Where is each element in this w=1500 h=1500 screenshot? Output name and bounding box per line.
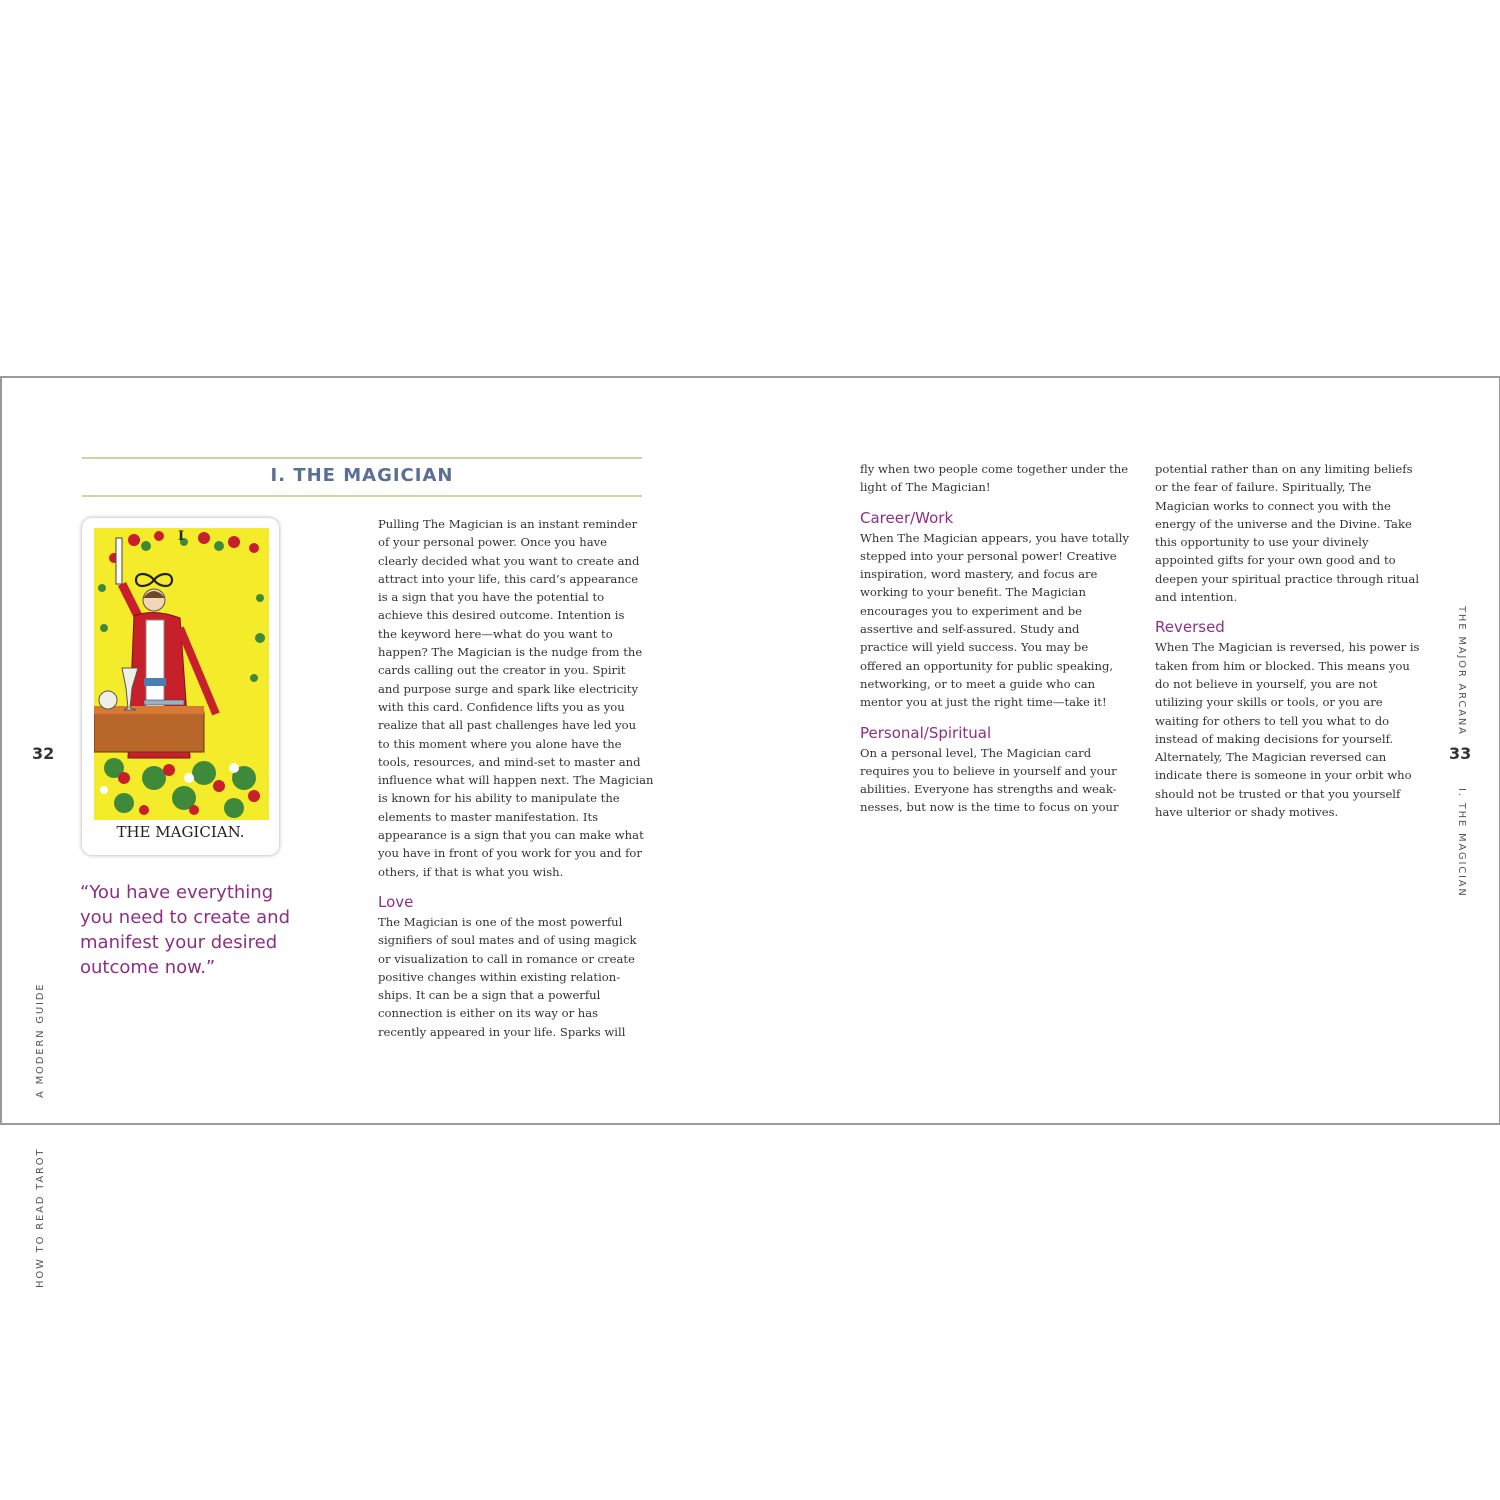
text-line: potential rather than on any limiting beliefs <box>1155 462 1413 476</box>
love-heading: Love <box>378 892 414 911</box>
text-line: energy of the universe and the Divine. Take <box>1155 516 1412 531</box>
text-line: taken from him or blocked. This means you <box>1155 658 1410 673</box>
pull-quote <box>80 880 300 980</box>
text-line: When The Magician is reversed, his power is <box>1155 640 1420 655</box>
text-line: positive changes within existing relation- <box>378 969 621 984</box>
text-line: attract into your life, this card’s appearance <box>378 571 639 586</box>
pull-quote-line: outcome now.” <box>80 957 216 978</box>
text-line: elements to master manifestation. Its <box>378 809 599 824</box>
text-line: mentor you at just the right time—take it! <box>860 695 1107 710</box>
text-line: stepped into your personal power! Creative <box>860 548 1117 563</box>
text-line: the keyword here—what do you want to <box>378 626 613 641</box>
text-line: Alternately, The Magician reversed can <box>1155 750 1387 765</box>
reversed-paragraph <box>1155 638 1420 821</box>
text-line: When The Magician appears, you have totally <box>860 530 1130 545</box>
text-line: deepen your spiritual practice through ritual <box>1155 571 1420 586</box>
text-line: cards calling out the creator in you. Spirit <box>378 663 626 678</box>
text-line: appointed gifts for your own good and to <box>1155 553 1396 568</box>
text-line: ships. It can be a sign that a powerful <box>378 988 601 1003</box>
pull-quote-line: you need to create and <box>80 907 291 928</box>
text-line: connection is either on its way or has <box>378 1006 599 1021</box>
text-line: have ulterior or shady motives. <box>1155 805 1339 820</box>
pull-quote-line: “You have everything <box>80 882 274 903</box>
text-line: utilizing your skills or tools, or you are <box>1155 695 1383 710</box>
page-number-left: 32 <box>32 744 55 763</box>
text-line: realize that all past challenges have led you <box>378 718 637 733</box>
right-text-column-2 <box>1155 460 1420 821</box>
text-line: The Magician is one of the most powerful <box>378 914 623 929</box>
intro-paragraph <box>378 515 654 881</box>
running-head-left-top: A MODERN GUIDE <box>35 982 46 1098</box>
personal-heading: Personal/Spiritual <box>860 723 992 742</box>
personal-paragraph <box>860 744 1130 817</box>
text-line: instead of making decisions for yourself. <box>1155 731 1394 746</box>
text-line: is known for his ability to manipulate the <box>378 791 620 806</box>
text-line: recently appeared in your life. Sparks will <box>378 1024 626 1039</box>
text-line: achieve this desired outcome. Intention is <box>378 608 625 623</box>
personal-paragraph-continued <box>1155 460 1420 606</box>
text-line: and intention. <box>1155 590 1238 605</box>
running-head-right-bottom: I. THE MAGICIAN <box>1456 788 1467 898</box>
text-line: appearance is a sign that you can make what <box>378 828 644 843</box>
love-paragraph-continued <box>860 460 1130 497</box>
text-line: is a sign that you have the potential to <box>378 590 605 605</box>
page-number-right: 33 <box>1449 744 1472 763</box>
career-paragraph <box>860 529 1130 712</box>
text-line: or the fear of failure. Spiritually, The <box>1155 480 1372 495</box>
text-line: requires you to believe in yourself and your <box>860 763 1117 778</box>
book-spread <box>0 376 1500 1288</box>
running-head-left-bottom: HOW TO READ TAROT <box>35 1147 46 1288</box>
chapter-title: I. THE MAGICIAN <box>270 465 454 486</box>
text-line: signifiers of soul mates and of using magick <box>378 933 637 948</box>
text-line: assertive and self-assured. Study and <box>860 622 1080 637</box>
love-paragraph <box>378 913 643 1041</box>
text-line: should not be trusted or that you yourself <box>1155 786 1401 801</box>
text-line: and purpose surge and spark like electricity <box>378 681 638 696</box>
text-line: Magician works to connect you with the <box>1155 498 1391 513</box>
text-line: working to your benefit. The Magician <box>860 585 1086 600</box>
left-text-column <box>378 515 654 1041</box>
text-line: abilities. Everyone has strengths and weak- <box>860 782 1117 797</box>
text-line: waiting for others to tell you what to do <box>1155 713 1390 728</box>
text-line: nesses, but now is the time to focus on your <box>860 800 1119 815</box>
reversed-heading: Reversed <box>1155 618 1225 637</box>
card-numeral: I <box>177 529 185 544</box>
text-line: influence what will happen next. The Magician <box>378 773 654 788</box>
text-line: tools, resources, and mind-set to master and <box>378 754 641 769</box>
text-line: of your personal power. Once you have <box>378 535 608 550</box>
text-line: or visualization to call in romance or create <box>378 951 635 966</box>
text-line: indicate there is someone in your orbit who <box>1155 768 1412 783</box>
text-line: practice will yield success. You may be <box>860 640 1089 655</box>
text-line: with this card. Confidence lifts you as you <box>378 699 625 714</box>
chapter-title-band <box>82 457 642 497</box>
text-line: offered an opportunity for public speaking, <box>860 658 1114 673</box>
text-line: you have in front of you work for you and for <box>378 846 642 861</box>
text-line: happen? The Magician is the nudge from the <box>378 645 643 660</box>
text-line: do not believe in yourself, you are not <box>1155 676 1378 691</box>
text-line: On a personal level, The Magician card <box>860 745 1092 760</box>
text-line: others, if that is what you wish. <box>378 864 564 879</box>
text-line: to this moment where you alone have the <box>378 736 622 751</box>
text-line: encourages you to experiment and be <box>860 603 1083 618</box>
tarot-card <box>82 518 279 855</box>
right-text-column-1 <box>860 460 1130 817</box>
text-line: Pulling The Magician is an instant reminder <box>378 517 638 531</box>
text-line: this opportunity to use your divinely <box>1155 535 1369 550</box>
text-line: inspiration, word mastery, and focus are <box>860 567 1098 582</box>
text-line: light of The Magician! <box>860 480 991 495</box>
magician-card-illustration <box>94 528 269 820</box>
pull-quote-line: manifest your desired <box>80 932 278 953</box>
career-heading: Career/Work <box>860 508 954 527</box>
text-line: networking, or to meet a guide who can <box>860 676 1096 691</box>
running-head-right-top: THE MAJOR ARCANA <box>1456 606 1467 736</box>
text-line: fly when two people come together under the <box>860 462 1129 476</box>
text-line: clearly decided what you want to create and <box>378 553 640 568</box>
card-caption: THE MAGICIAN. <box>116 823 245 841</box>
